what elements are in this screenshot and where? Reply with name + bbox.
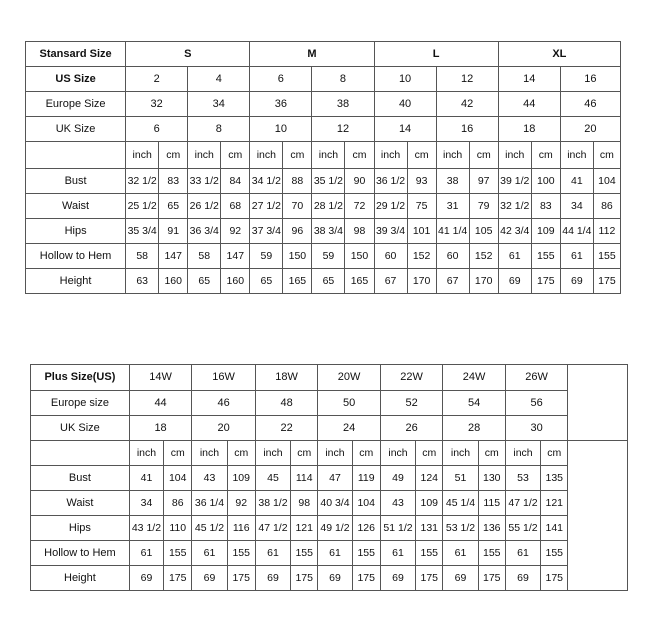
plus-waist-row [31,491,628,516]
measure-label: Bust [26,169,126,194]
unit-cm: cm [478,441,505,466]
measure-value: 43 1/2 [129,516,163,541]
measure-value: 170 [407,269,436,294]
unit-cm: cm [164,441,192,466]
unit-inch: inch [255,441,290,466]
europe-size-value: 46 [560,92,620,117]
measure-value: 27 1/2 [250,194,283,219]
measure-value: 155 [541,541,568,566]
measure-value: 165 [283,269,312,294]
us-size-value: 2 [126,67,188,92]
us-size-label: US Size [26,67,126,92]
measure-value: 175 [593,269,620,294]
measure-value: 29 1/2 [374,194,407,219]
measure-value: 104 [352,491,380,516]
plus-hollow-to-hem-row [31,541,628,566]
unit-row-blank [26,142,126,169]
measure-value: 86 [164,491,192,516]
measure-value: 93 [407,169,436,194]
measure-value: 69 [443,566,478,591]
plus-us-size-value: 14W [129,365,192,391]
measure-value: 98 [291,491,318,516]
europe-size-value: 38 [312,92,374,117]
uk-size-value: 6 [126,117,188,142]
measure-value: 104 [593,169,620,194]
measure-value: 41 1/4 [436,219,469,244]
measure-value: 37 3/4 [250,219,283,244]
measure-value: 61 [498,244,531,269]
plus-europe-size-value: 48 [255,391,318,416]
plus-europe-size-value: 54 [443,391,506,416]
measure-value: 51 1/2 [380,516,415,541]
unit-cm: cm [227,441,255,466]
unit-cm: cm [345,142,374,169]
measure-value: 68 [221,194,250,219]
measure-value: 100 [531,169,560,194]
measure-value: 59 [312,244,345,269]
measure-value: 26 1/2 [188,194,221,219]
measure-value: 69 [192,566,227,591]
unit-inch: inch [126,142,159,169]
europe-size-row [26,92,621,117]
measure-value: 32 1/2 [498,194,531,219]
measure-value: 41 [129,466,163,491]
measure-value: 70 [283,194,312,219]
unit-inch: inch [436,142,469,169]
unit-inch: inch [192,441,227,466]
measure-value: 61 [380,541,415,566]
size-l-header: L [374,42,498,67]
plus-europe-size-value: 56 [505,391,568,416]
us-size-value: 10 [374,67,436,92]
measure-value: 69 [318,566,352,591]
measure-value: 109 [227,466,255,491]
measure-value: 34 [129,491,163,516]
measure-value: 152 [469,244,498,269]
plus-us-size-value: 22W [380,365,443,391]
plus-europe-size-row [31,391,628,416]
plus-uk-size-row [31,416,628,441]
uk-size-value: 20 [560,117,620,142]
uk-size-value: 18 [498,117,560,142]
unit-inch: inch [250,142,283,169]
measure-value: 43 [192,466,227,491]
measure-value: 33 1/2 [188,169,221,194]
measure-value: 112 [593,219,620,244]
unit-cm: cm [541,441,568,466]
us-size-value: 16 [560,67,620,92]
measure-value: 72 [345,194,374,219]
standard-size-row [26,42,621,67]
plus-us-size-value: 24W [443,365,506,391]
measure-value: 175 [541,566,568,591]
measure-value: 60 [436,244,469,269]
measure-value: 83 [159,169,188,194]
unit-cm: cm [416,441,443,466]
measure-value: 175 [531,269,560,294]
measure-value: 61 [505,541,540,566]
measure-value: 39 3/4 [374,219,407,244]
measure-value: 47 1/2 [505,491,540,516]
plus-europe-size-value: 52 [380,391,443,416]
plus-us-size-value: 18W [255,365,318,391]
measure-value: 79 [469,194,498,219]
measure-value: 155 [593,244,620,269]
measure-value: 126 [352,516,380,541]
measure-value: 34 [560,194,593,219]
measure-value: 39 1/2 [498,169,531,194]
measure-value: 67 [436,269,469,294]
measure-value: 65 [188,269,221,294]
plus-uk-size-value: 30 [505,416,568,441]
us-size-value: 6 [250,67,312,92]
measure-value: 160 [159,269,188,294]
plus-uk-size-value: 26 [380,416,443,441]
measure-value: 175 [227,566,255,591]
measure-value: 47 [318,466,352,491]
measure-value: 69 [255,566,290,591]
plus-unit-row [31,441,628,466]
measure-value: 69 [380,566,415,591]
europe-size-value: 42 [436,92,498,117]
plus-europe-size-value: 44 [129,391,192,416]
plus-height-row [31,566,628,591]
unit-inch: inch [129,441,163,466]
measure-value: 130 [478,466,505,491]
unit-cm: cm [469,142,498,169]
unit-inch: inch [318,441,352,466]
measure-value: 83 [531,194,560,219]
us-size-value: 12 [436,67,498,92]
measure-value: 92 [221,219,250,244]
measure-value: 175 [478,566,505,591]
measure-value: 121 [541,491,568,516]
measure-value: 150 [283,244,312,269]
measure-value: 97 [469,169,498,194]
unit-inch: inch [380,441,415,466]
measure-value: 45 1/4 [443,491,478,516]
measure-label: Bust [31,466,130,491]
plus-us-size-value: 26W [505,365,568,391]
plus-uk-size-value: 18 [129,416,192,441]
plus-us-size-value: 20W [318,365,381,391]
measure-value: 53 1/2 [443,516,478,541]
measure-value: 115 [478,491,505,516]
measure-value: 35 3/4 [126,219,159,244]
plus-empty-column [568,365,628,441]
measure-label: Hollow to Hem [31,541,130,566]
measure-value: 114 [291,466,318,491]
measure-value: 65 [312,269,345,294]
europe-size-value: 44 [498,92,560,117]
measure-value: 35 1/2 [312,169,345,194]
plus-us-size-value: 16W [192,365,256,391]
measure-label: Hips [26,219,126,244]
measure-value: 61 [192,541,227,566]
measure-value: 150 [345,244,374,269]
uk-size-value: 16 [436,117,498,142]
europe-size-value: 32 [126,92,188,117]
measure-value: 175 [416,566,443,591]
plus-europe-size-value: 46 [192,391,256,416]
measure-value: 69 [560,269,593,294]
measure-value: 88 [283,169,312,194]
measure-value: 170 [469,269,498,294]
measure-value: 121 [291,516,318,541]
plus-bust-row [31,466,628,491]
plus-uk-size-value: 28 [443,416,506,441]
uk-size-value: 10 [250,117,312,142]
measure-value: 49 1/2 [318,516,352,541]
plus-unit-row-blank [31,441,130,466]
unit-cm: cm [283,142,312,169]
size-xl-header: XL [498,42,620,67]
measure-value: 69 [505,566,540,591]
measure-value: 131 [416,516,443,541]
measure-value: 61 [255,541,290,566]
unit-inch: inch [188,142,221,169]
measure-value: 147 [159,244,188,269]
measure-value: 45 1/2 [192,516,227,541]
unit-inch: inch [560,142,593,169]
measure-value: 58 [188,244,221,269]
plus-uk-size-label: UK Size [31,416,130,441]
measure-value: 63 [126,269,159,294]
measure-value: 155 [227,541,255,566]
measure-value: 155 [531,244,560,269]
measure-value: 38 3/4 [312,219,345,244]
measure-value: 91 [159,219,188,244]
measure-value: 28 1/2 [312,194,345,219]
measure-value: 90 [345,169,374,194]
measure-label: Hips [31,516,130,541]
measure-value: 75 [407,194,436,219]
uk-size-value: 8 [188,117,250,142]
measure-value: 61 [129,541,163,566]
plus-size-header-label: Plus Size(US) [31,365,130,391]
standard-size-header-label: Stansard Size [26,42,126,67]
measure-value: 92 [227,491,255,516]
measure-value: 38 1/2 [255,491,290,516]
measure-value: 61 [443,541,478,566]
measure-value: 119 [352,466,380,491]
measure-value: 109 [416,491,443,516]
measure-label: Height [26,269,126,294]
plus-uk-size-value: 24 [318,416,381,441]
measure-value: 42 3/4 [498,219,531,244]
measure-value: 116 [227,516,255,541]
measure-value: 160 [221,269,250,294]
europe-size-label: Europe Size [26,92,126,117]
size-s-header: S [126,42,250,67]
hips-row [26,219,621,244]
plus-uk-size-value: 22 [255,416,318,441]
measure-value: 175 [164,566,192,591]
measure-value: 53 [505,466,540,491]
plus-size-chart [30,364,628,591]
unit-inch: inch [312,142,345,169]
measure-value: 135 [541,466,568,491]
measure-value: 110 [164,516,192,541]
measure-value: 147 [221,244,250,269]
measure-value: 69 [129,566,163,591]
measure-value: 61 [560,244,593,269]
measure-value: 155 [291,541,318,566]
measure-value: 40 3/4 [318,491,352,516]
europe-size-value: 36 [250,92,312,117]
uk-size-value: 12 [312,117,374,142]
measure-value: 101 [407,219,436,244]
measure-value: 38 [436,169,469,194]
measure-value: 155 [478,541,505,566]
measure-value: 43 [380,491,415,516]
measure-value: 155 [416,541,443,566]
measure-value: 86 [593,194,620,219]
plus-europe-size-value: 50 [318,391,381,416]
hollow-to-hem-row [26,244,621,269]
plus-europe-size-label: Europe size [31,391,130,416]
measure-value: 98 [345,219,374,244]
measure-value: 65 [250,269,283,294]
plus-empty-column-lower [568,441,628,591]
measure-value: 155 [164,541,192,566]
measure-value: 47 1/2 [255,516,290,541]
uk-size-label: UK Size [26,117,126,142]
size-m-header: M [250,42,374,67]
standard-size-chart [25,41,621,294]
measure-value: 175 [291,566,318,591]
measure-value: 141 [541,516,568,541]
measure-value: 67 [374,269,407,294]
measure-value: 58 [126,244,159,269]
unit-cm: cm [352,441,380,466]
uk-size-value: 14 [374,117,436,142]
measure-value: 36 3/4 [188,219,221,244]
unit-cm: cm [291,441,318,466]
measure-value: 69 [498,269,531,294]
unit-inch: inch [374,142,407,169]
waist-row [26,194,621,219]
plus-uk-size-value: 20 [192,416,256,441]
unit-cm: cm [407,142,436,169]
measure-value: 65 [159,194,188,219]
plus-us-size-row [31,365,628,391]
plus-hips-row [31,516,628,541]
europe-size-value: 34 [188,92,250,117]
measure-label: Waist [26,194,126,219]
measure-value: 105 [469,219,498,244]
unit-cm: cm [593,142,620,169]
measure-value: 31 [436,194,469,219]
measure-value: 96 [283,219,312,244]
measure-value: 124 [416,466,443,491]
measure-value: 25 1/2 [126,194,159,219]
measure-value: 165 [345,269,374,294]
us-size-value: 14 [498,67,560,92]
unit-inch: inch [498,142,531,169]
measure-value: 84 [221,169,250,194]
measure-value: 60 [374,244,407,269]
measure-value: 55 1/2 [505,516,540,541]
unit-row [26,142,621,169]
measure-value: 109 [531,219,560,244]
measure-value: 36 1/2 [374,169,407,194]
measure-value: 49 [380,466,415,491]
measure-value: 41 [560,169,593,194]
uk-size-row [26,117,621,142]
measure-label: Waist [31,491,130,516]
unit-inch: inch [505,441,540,466]
measure-value: 32 1/2 [126,169,159,194]
measure-value: 136 [478,516,505,541]
bust-row [26,169,621,194]
unit-inch: inch [443,441,478,466]
measure-value: 34 1/2 [250,169,283,194]
measure-value: 175 [352,566,380,591]
unit-cm: cm [159,142,188,169]
height-row [26,269,621,294]
measure-value: 59 [250,244,283,269]
europe-size-value: 40 [374,92,436,117]
us-size-value: 8 [312,67,374,92]
measure-value: 45 [255,466,290,491]
measure-value: 152 [407,244,436,269]
measure-label: Hollow to Hem [26,244,126,269]
measure-label: Height [31,566,130,591]
measure-value: 36 1/4 [192,491,227,516]
unit-cm: cm [221,142,250,169]
measure-value: 61 [318,541,352,566]
measure-value: 155 [352,541,380,566]
measure-value: 44 1/4 [560,219,593,244]
us-size-row [26,67,621,92]
measure-value: 51 [443,466,478,491]
us-size-value: 4 [188,67,250,92]
unit-cm: cm [531,142,560,169]
measure-value: 104 [164,466,192,491]
